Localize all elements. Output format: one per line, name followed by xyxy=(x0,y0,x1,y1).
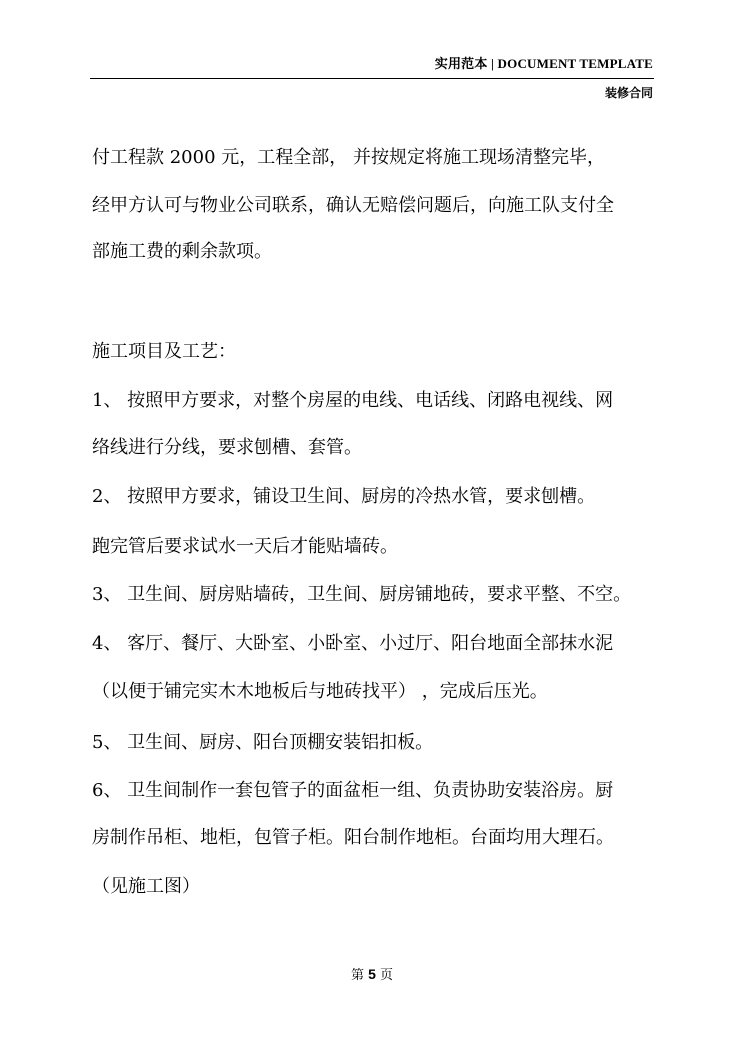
body-line: 4、 客厅、餐厅、大卧室、小卧室、小过厅、阳台地面全部抹水泥 xyxy=(92,633,614,654)
page-number-prefix: 第 xyxy=(350,968,364,983)
page-header-subtitle: 装修合同 xyxy=(604,86,653,100)
body-line: 2、 按照甲方要求，铺设卫生间、厨房的冷热水管，要求刨槽。 xyxy=(92,486,596,507)
body-line: 付工程款 2000 元，工程全部， 并按规定将施工现场清整完毕， xyxy=(92,147,605,168)
body-line: 跑完管后要求试水一天后才能贴墙砖。 xyxy=(92,536,398,557)
page-number xyxy=(0,964,744,983)
body-line: 6、 卫生间制作一套包管子的面盆柜一组、负责协助安装浴房。厨 xyxy=(92,780,614,801)
page-header-title: 实用范本 | DOCUMENT TEMPLATE xyxy=(434,56,653,71)
body-line: 3、 卫生间、厨房贴墙砖，卫生间、厨房铺地砖，要求平整、不空。 xyxy=(92,584,632,605)
body-line: 1、 按照甲方要求，对整个房屋的电线、电话线、闭路电视线、网 xyxy=(92,390,614,411)
body-line: （见施工图） xyxy=(92,876,200,897)
body-line: 5、 卫生间、厨房、阳台顶棚安装铝扣板。 xyxy=(92,732,434,753)
body-line: 络线进行分线，要求刨槽、套管。 xyxy=(92,437,362,458)
body-line: 经甲方认可与物业公司联系，确认无赔偿问题后，向施工队支付全 xyxy=(92,195,614,216)
page-number-suffix: 页 xyxy=(380,968,394,983)
body-line: 部施工费的剩余款项。 xyxy=(92,241,272,262)
body-line: 房制作吊柜、地柜，包管子柜。阳台制作地柜。台面均用大理石。 xyxy=(92,827,614,848)
section-heading: 施工项目及工艺： xyxy=(92,341,236,362)
body-line: （以便于铺完实木木地板后与地砖找平） ，完成后压光。 xyxy=(92,681,548,702)
page-number-value: 5 xyxy=(368,966,376,982)
header-divider xyxy=(90,78,654,79)
